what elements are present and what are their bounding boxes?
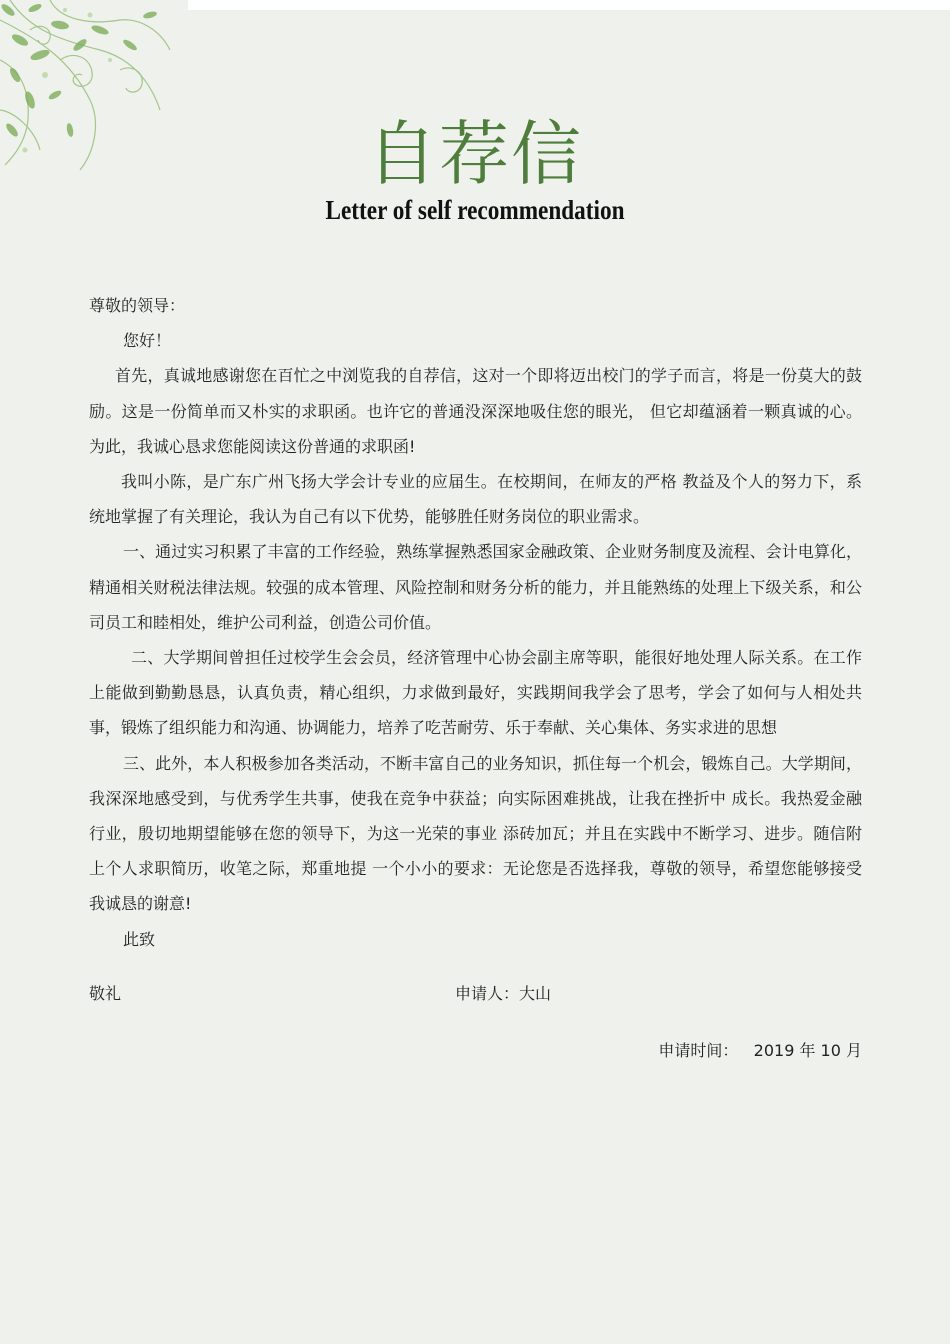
letter-body — [89, 288, 862, 957]
greeting: 您好！ — [123, 331, 172, 351]
paragraph: 首先，真诚地感谢您在百忙之中浏览我的自荐信，这对一个即将迈出校门的学子而言，将是一份莫大的鼓励。这是一份简单而又朴实的求职函。也许它的普通没深深地吸住您的眼光， 但它却蕴涵着一颗真诚的心。为此，我诚心恳求您能阅读这份普通的求职函! — [89, 366, 862, 456]
application-date: 申请时间： 2019 年 10 月 — [658, 1041, 862, 1060]
paragraph: 我叫小陈，是广东广州飞扬大学会计专业的应届生。在校期间，在师友的严格 教益及个人的努力下，系统地掌握了有关理论，我认为自己有以下优势，能够胜任财务岗位的职业需求。 — [89, 472, 862, 527]
paragraph: 三、此外，本人积极参加各类活动，不断丰富自己的业务知识，抓住每一个机会，锻炼自己。大学期间，我深深地感受到，与优秀学生共事，使我在竞争中获益；向实际困难挑战，让我在挫折中 成长。我热爱金融行业，殷切地期望能够在您的领导下，为这一光荣的事业 添砖加瓦；并且在实践中不断学习、进步。随信附上个人求职简历，收笔之际，郑重地提 一个小小的要求：无论您是否选择我，尊敬的领导，希望您能够接受我诚恳的谢意! — [89, 753, 862, 914]
page-title: 自荐信 — [367, 113, 583, 195]
closing-phrase: 此致 — [123, 929, 156, 949]
paragraph: 二、大学期间曾担任过校学生会会员，经济管理中心协会副主席等职，能很好地处理人际关系。在工作上能做到勤勤恳恳，认真负责，精心组织，力求做到最好，实践期间我学会了思考，学会了如何与人相处共事，锻炼了组织能力和沟通、协调能力，培养了吃苦耐劳、乐于奉献、关心集体、务实求进的思想 — [89, 648, 862, 738]
page-subtitle: Letter of self recommendation — [325, 195, 625, 225]
salutation: 尊敬的领导： — [89, 296, 186, 315]
closing-row — [89, 977, 862, 1013]
paragraph: 一、通过实习积累了丰富的工作经验，熟练掌握熟悉国家金融政策、企业财务制度及流程、会计电算化，精通相关财税法律法规。较强的成本管理、风险控制和财务分析的能力，并且能熟练的处理上下级关系，和公司员工和睦相处，维护公司利益，创造公司价值。 — [89, 542, 862, 632]
regards: 敬礼 — [89, 984, 122, 1003]
applicant-signature: 申请人：大山 — [455, 984, 552, 1003]
page-top-strip — [188, 0, 950, 10]
